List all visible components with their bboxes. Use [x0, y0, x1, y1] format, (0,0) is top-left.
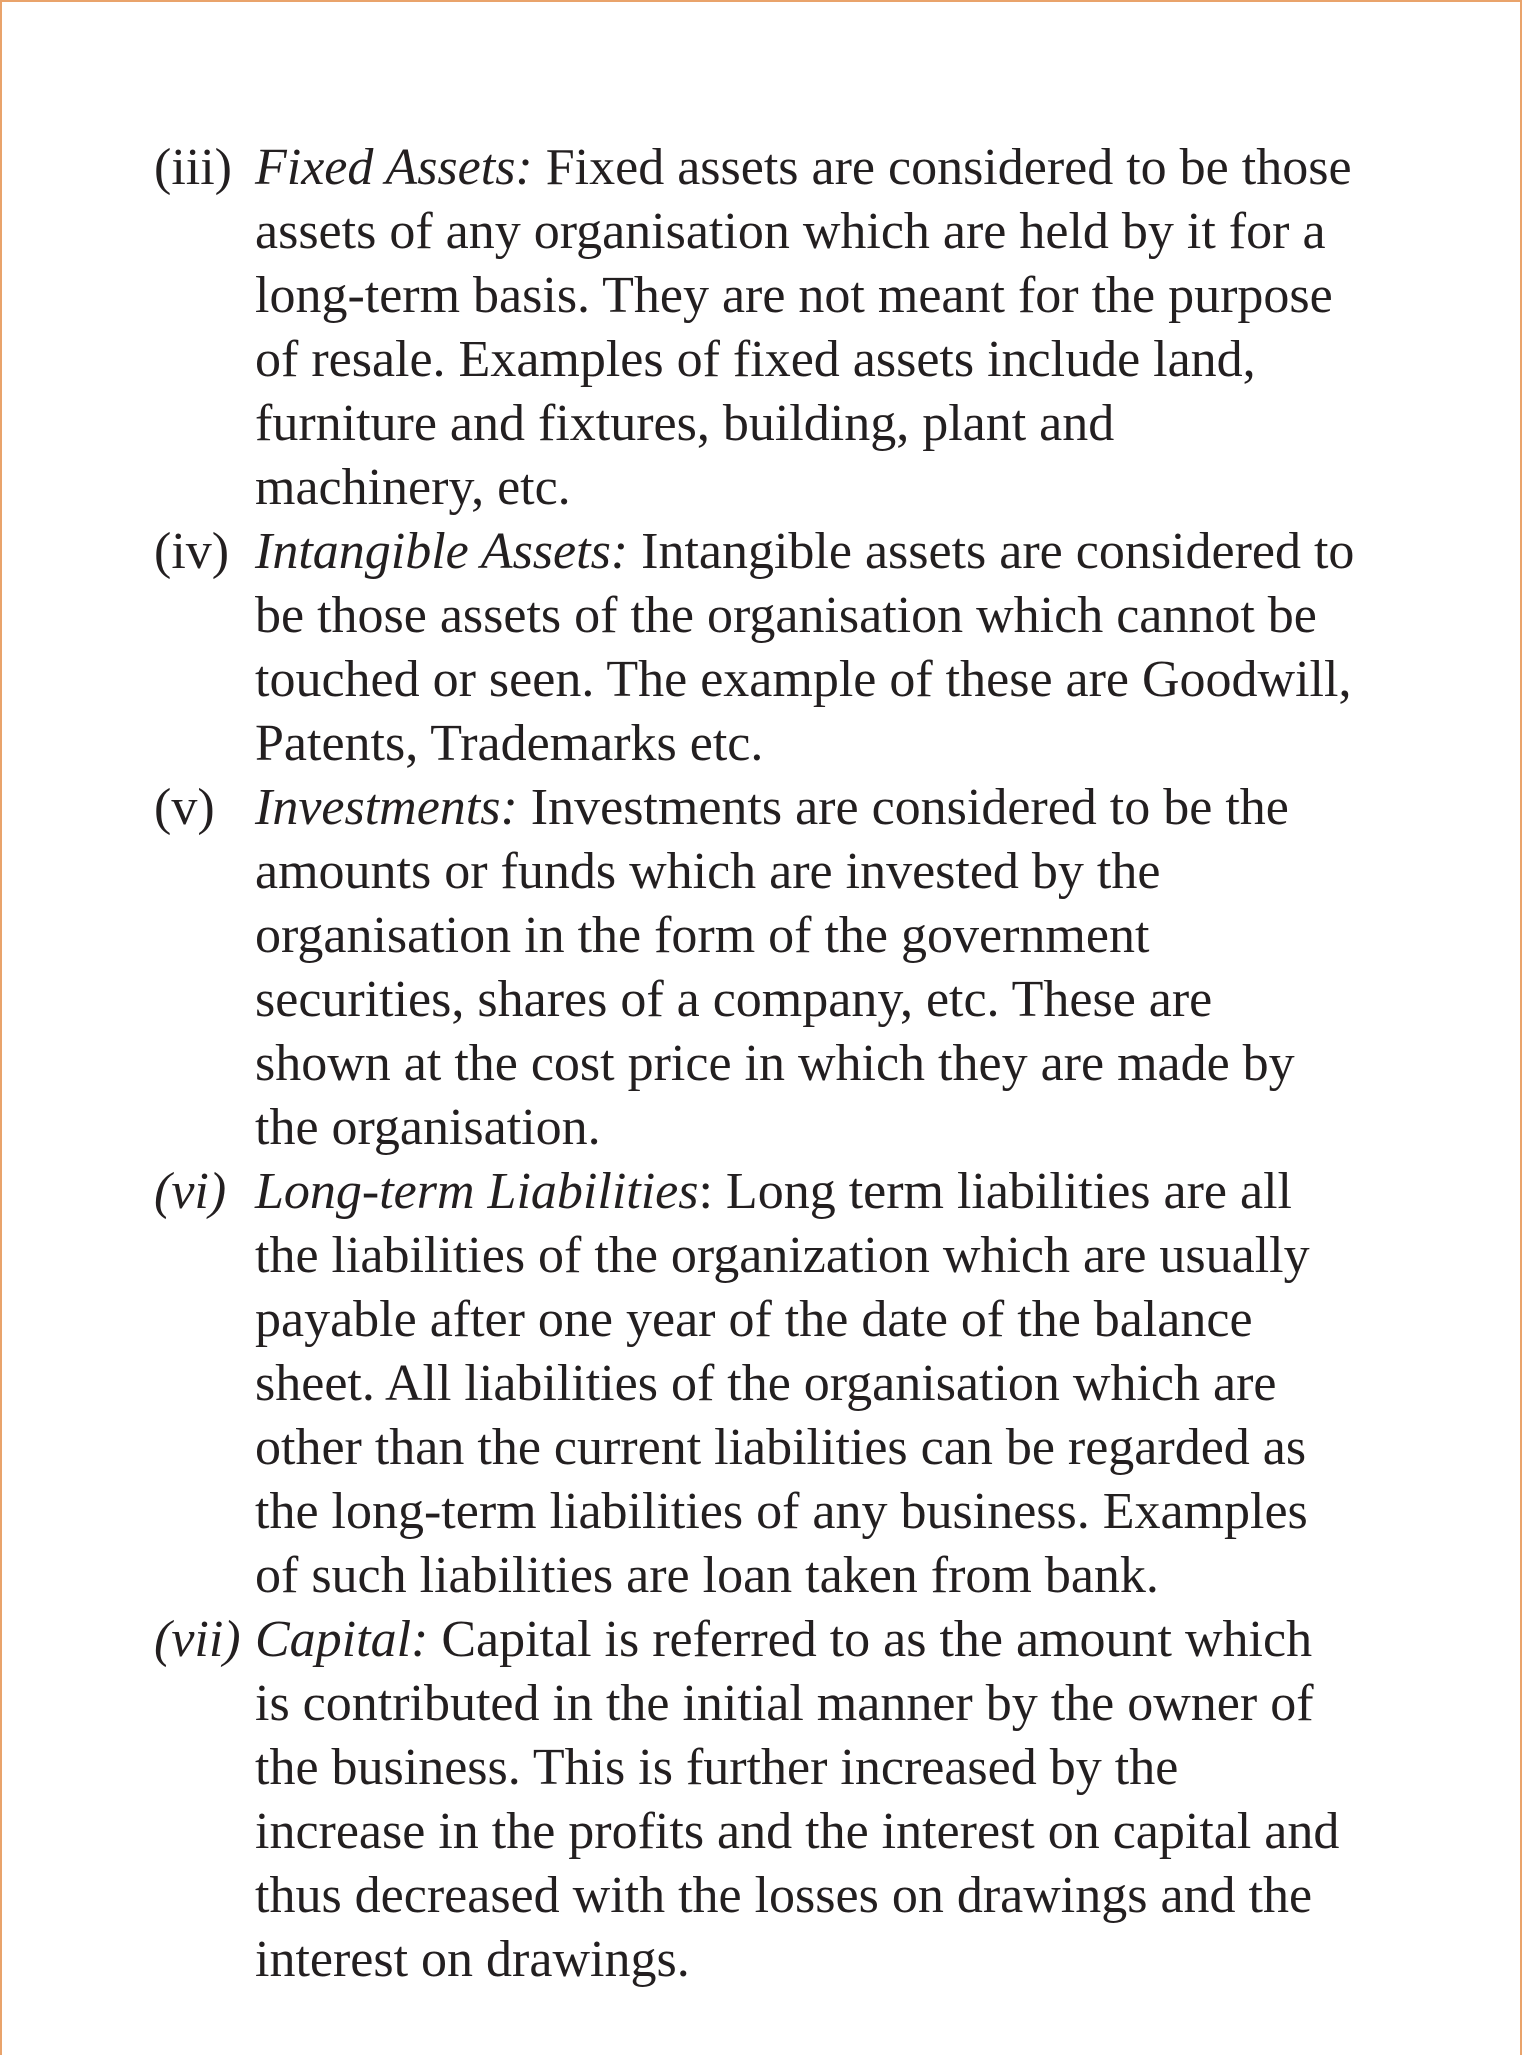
item-text	[255, 1608, 1444, 1992]
item-number: (vii)	[154, 1611, 241, 1668]
item-line: organisation in the form of the government	[255, 907, 1150, 964]
item-line: of such liabilities are loan taken from bank.	[255, 1547, 1159, 1604]
item-line: increase in the profits and the interest on capital and	[255, 1803, 1340, 1860]
item-line: thus decreased with the losses on drawings and the	[255, 1867, 1313, 1924]
item-first-line-text: Fixed assets are considered to be those	[532, 139, 1352, 196]
item-line: the organisation.	[255, 1099, 601, 1156]
item-first-line-text: Investments are considered to be the	[517, 779, 1289, 836]
item-number: (v)	[154, 779, 215, 836]
item-text	[255, 520, 1444, 776]
item-number: (vi)	[154, 1163, 227, 1220]
definitions-list	[154, 136, 1444, 1992]
item-line: the liabilities of the organization which are usually	[255, 1227, 1310, 1284]
item-term: Fixed Assets:	[255, 139, 533, 196]
list-item-long-term-liabilities	[154, 1160, 1444, 1608]
item-first-line	[255, 1608, 1444, 1672]
list-item-investments	[154, 776, 1444, 1160]
item-term: Capital:	[255, 1611, 429, 1668]
item-first-line	[255, 776, 1444, 840]
item-line: long-term basis. They are not meant for the purpose	[255, 267, 1333, 324]
item-line: the long-term liabilities of any business. Examples	[255, 1483, 1308, 1540]
item-first-line-text: Intangible assets are considered to	[628, 523, 1355, 580]
item-first-line	[255, 1160, 1444, 1224]
item-text	[255, 776, 1444, 1160]
item-text	[255, 1160, 1444, 1608]
item-first-line-text: Capital is referred to as the amount which	[428, 1611, 1313, 1668]
item-line: sheet. All liabilities of the organisation which are	[255, 1355, 1277, 1412]
item-line: be those assets of the organisation which cannot be	[255, 587, 1317, 644]
item-line: machinery, etc.	[255, 459, 571, 516]
item-line: furniture and fixtures, building, plant and	[255, 395, 1115, 452]
item-line: amounts or funds which are invested by the	[255, 843, 1161, 900]
item-first-line-text: : Long term liabilities are all	[698, 1163, 1292, 1220]
item-line: touched or seen. The example of these are Goodwill,	[255, 651, 1352, 708]
item-line: Patents, Trademarks etc.	[255, 715, 764, 772]
item-line: other than the current liabilities can be regarded as	[255, 1419, 1307, 1476]
item-term: Investments:	[255, 779, 518, 836]
item-term: Intangible Assets:	[255, 523, 629, 580]
item-first-line	[255, 520, 1444, 584]
list-item-intangible-assets	[154, 520, 1444, 776]
item-line: payable after one year of the date of the balance	[255, 1291, 1253, 1348]
item-line: is contributed in the initial manner by the owner of	[255, 1675, 1314, 1732]
list-item-fixed-assets	[154, 136, 1444, 520]
item-line: shown at the cost price in which they are made by	[255, 1035, 1295, 1092]
list-item-capital	[154, 1608, 1444, 1992]
item-first-line	[255, 136, 1444, 200]
item-line: securities, shares of a company, etc. These are	[255, 971, 1213, 1028]
item-line: of resale. Examples of fixed assets include land,	[255, 331, 1256, 388]
item-number: (iii)	[154, 139, 232, 196]
item-line: the business. This is further increased by the	[255, 1739, 1179, 1796]
item-term: Long-term Liabilities	[255, 1163, 699, 1220]
item-line: assets of any organisation which are held by it for a	[255, 203, 1326, 260]
item-line: interest on drawings.	[255, 1931, 690, 1988]
item-number: (iv)	[154, 523, 230, 580]
item-text	[255, 136, 1444, 520]
